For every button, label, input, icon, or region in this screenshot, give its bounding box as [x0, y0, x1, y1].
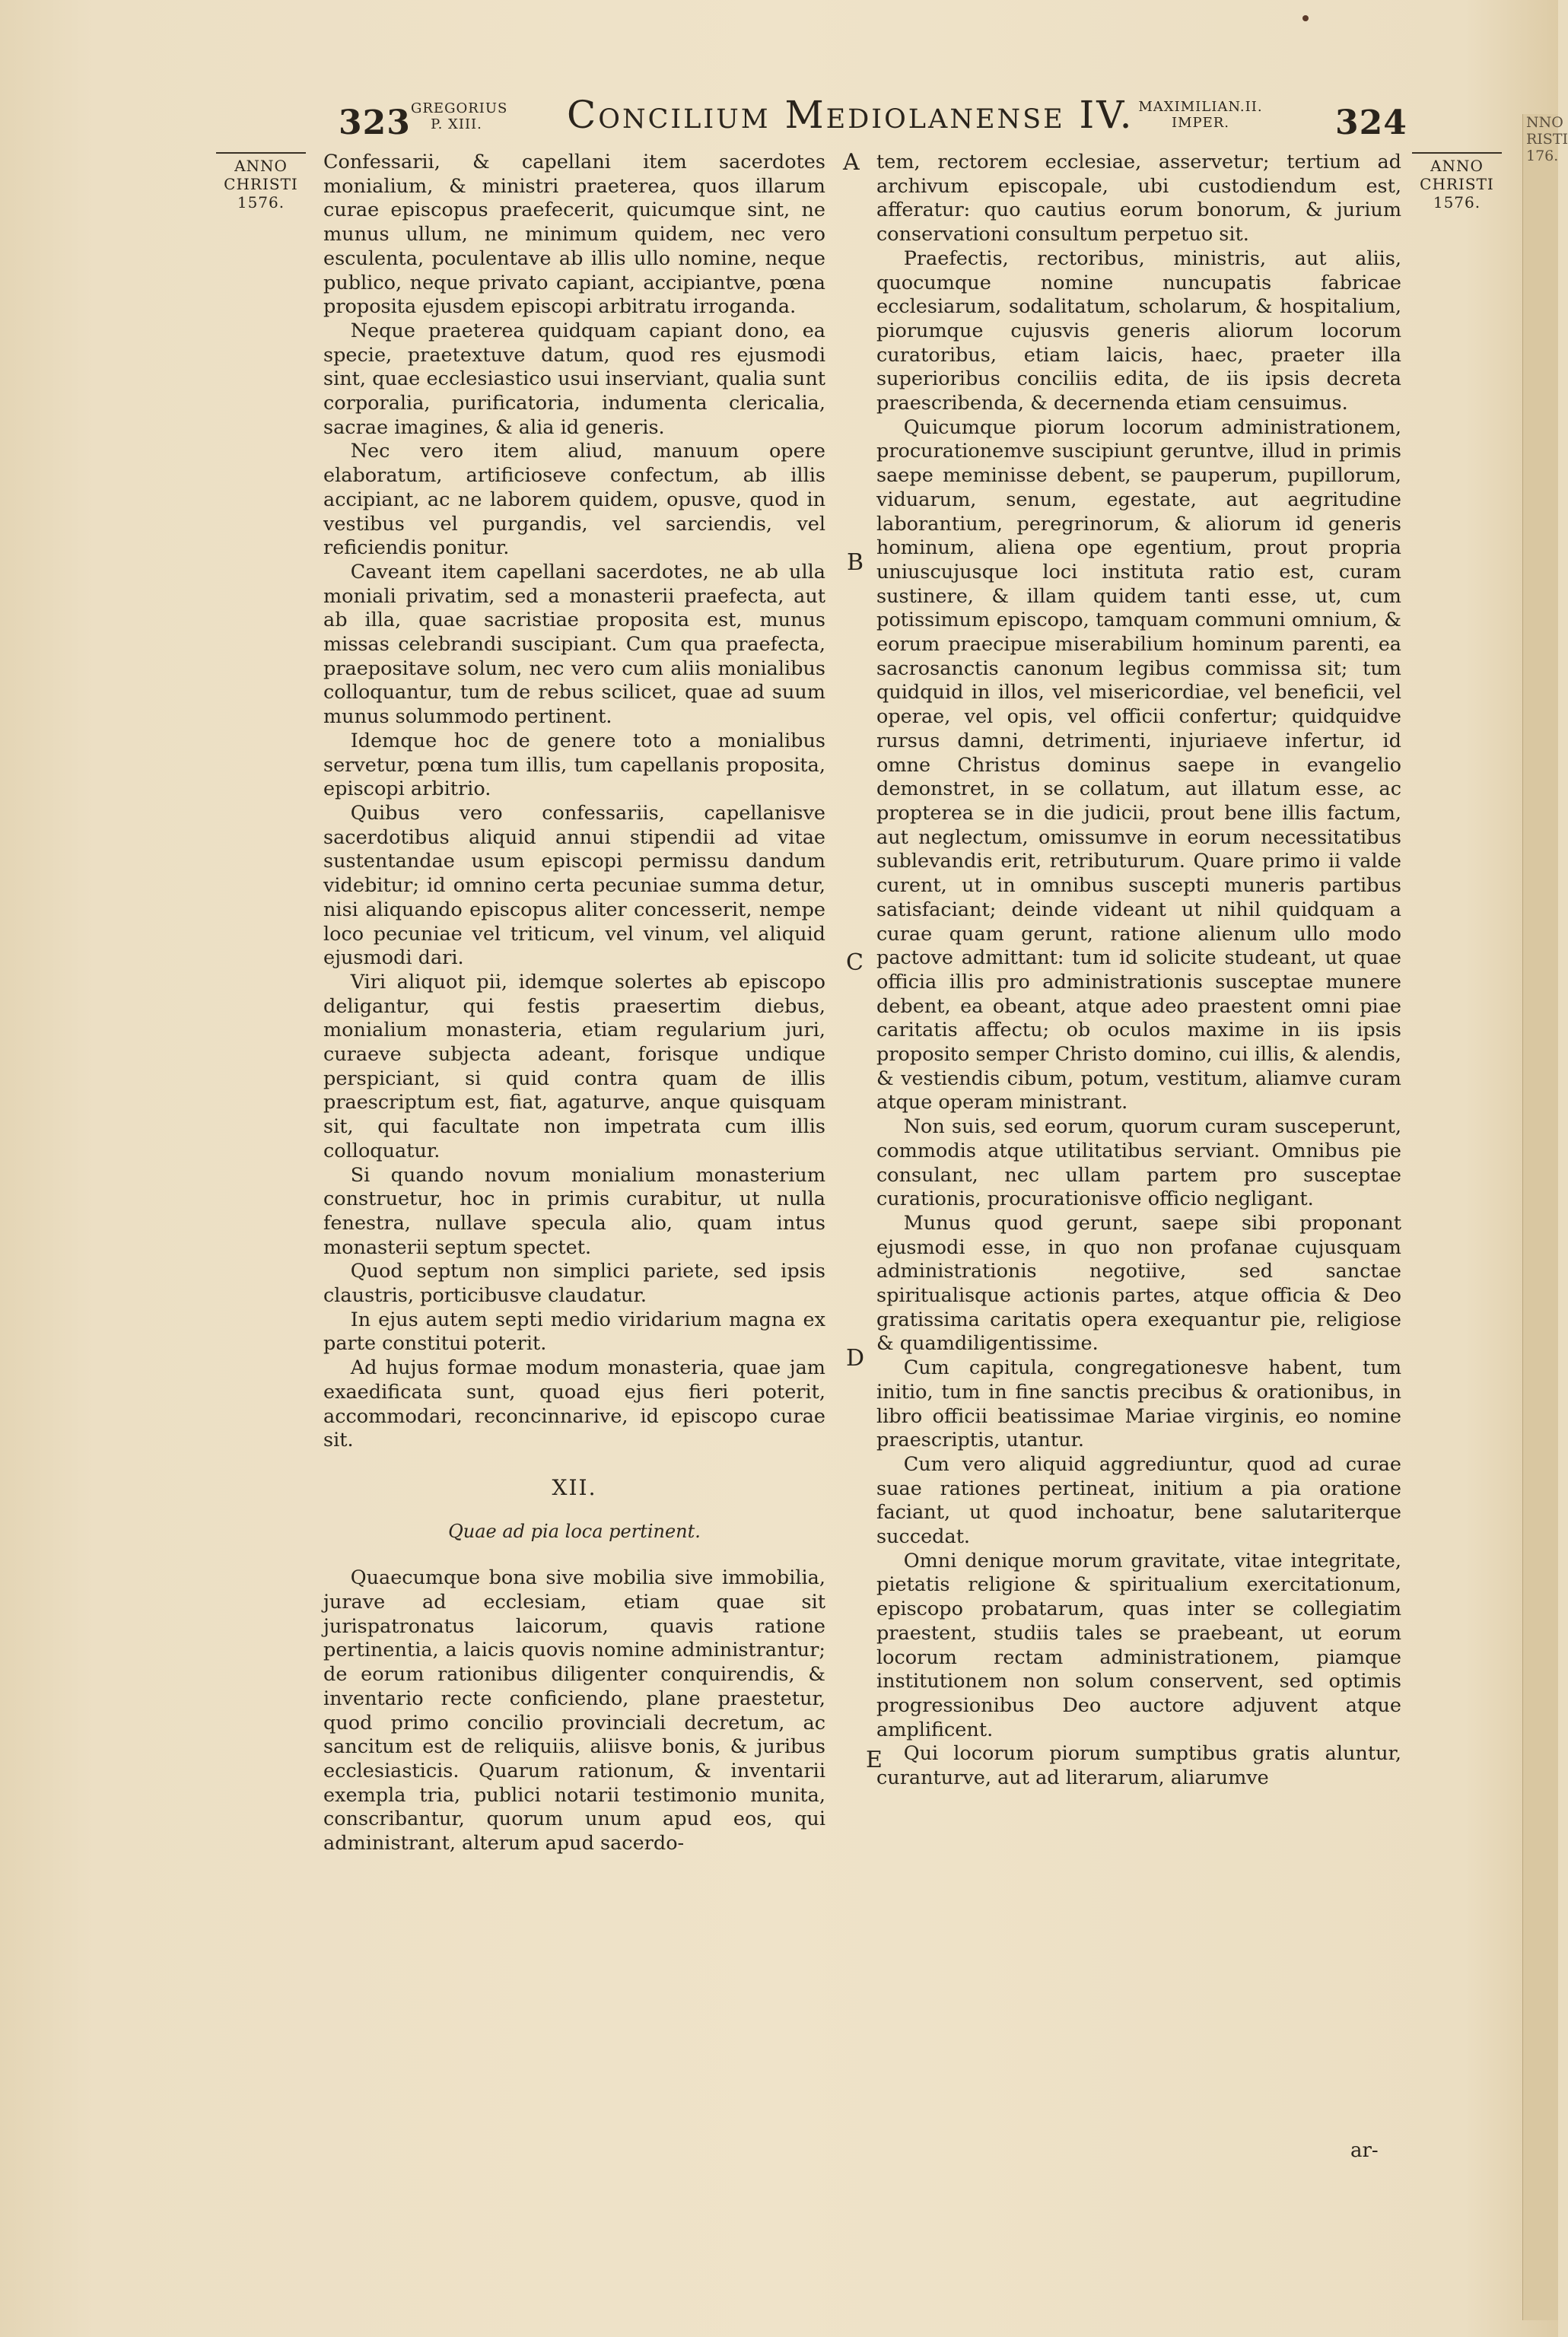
section-marker-b: B: [847, 549, 864, 576]
running-head-left-line: GREGORIUS: [411, 100, 508, 116]
paragraph: Viri aliquot pii, idemque solertes ab episcopo deligantur, qui festis praesertim diebus, monialium monasteria, etiam regularium juri, curaeve subjecta adeant, forisque undique perspiciant, si quid contra quam de illis praescriptum est, fiat, agaturve, anque quisquam sit, qui facultate non impetrata cum illis colloquatur.: [323, 970, 825, 1162]
paragraph: In ejus autem septi medio viridarium magna ex parte constitui poterit.: [323, 1308, 825, 1356]
facing-page-text: 176.: [1526, 148, 1559, 164]
left-column: [323, 151, 825, 1856]
paragraph: Omni denique morum gravitate, vitae integritate, pietatis religione & spiritualium exercitationum, episcopo probatarum, quas inter se collegiatim praestent, studiis tales se praebeant, ut eorum locorum rectam administrationem, piamque institutionem non solum conservent, sed optimis progressionibus Deo auctore adjuvent atque amplificent.: [876, 1549, 1401, 1741]
paragraph: Caveant item capellani sacerdotes, ne ab ulla moniali privatim, sed a monasterii praefecta, aut ab illa, quae sacristiae proposita est, munus missas celebrandi suscipiant. Cum qua praefecta, praepositave solum, nec vero cum aliis monialibus colloquantur, tum de rebus scilicet, quae ad suum munus solummodo pertinent.: [323, 560, 825, 729]
running-head-left-line: P. XIII.: [431, 116, 482, 132]
paragraph: Neque praeterea quidquam capiant dono, ea specie, praetextuve datum, quod res ejusmodi sint, quae ecclesiastico usui inserviant, qualia sunt corporalia, purificatoria, indumenta clericalia, sacrae imagines, & alia id generis.: [323, 319, 825, 439]
section-marker-d: D: [846, 1345, 865, 1372]
paragraph: Munus quod gerunt, saepe sibi proponant ejusmodi esse, in quo non profanae cujusquam administrationis negotiive, sed sanctae spiritualisque actionis partes, atque officia & Deo gratissima caritatis opera exequantur pie, religiose & quamdiligentissime.: [876, 1211, 1401, 1356]
paragraph: Nec vero item aliud, manuum opere elaboratum, artificioseve confectum, ab illis accipiant, ac ne laborem quidem, opusve, quod in vestibus vel purgandis, vel sarciendis, vel reficiendis ponitur.: [323, 440, 825, 560]
paragraph: Idemque hoc de genere toto a monialibus servetur, pœna tum illis, tum capellanis proposita, episcopi arbitrio.: [323, 729, 825, 801]
running-head-left-note: [411, 100, 508, 132]
page-number-right: 324: [1335, 103, 1407, 142]
margin-note-line: ANNO: [234, 157, 288, 175]
margin-note-right: [1407, 152, 1506, 211]
margin-note-line: CHRISTI: [1420, 175, 1494, 193]
paragraph: Quibus vero confessariis, capellanisve sacerdotibus aliquid annui stipendii ad vitae sustentandae usum episcopi permissu dandum videbitur; id omnino certa pecuniae summa detur, nisi aliquando episcopus aliter concesserit, nempe loco pecuniae vel triticum, vel vinum, vel aliquid ejusmodi dari.: [323, 801, 825, 970]
paragraph: Cum capitula, congregationesve habent, tum initio, tum in fine sanctis precibus & orationibus, in libro officii beatissimae Mariae virginis, eo nomine praescriptis, utantur.: [876, 1356, 1401, 1452]
running-head-right-note: [1132, 99, 1269, 131]
right-column: [876, 151, 1401, 1791]
margin-note-line: 1576.: [1433, 193, 1481, 211]
running-title: Concilium Mediolanense IV.: [567, 93, 1134, 137]
margin-note-left: [212, 152, 310, 211]
margin-note-line: CHRISTI: [224, 175, 298, 193]
margin-note-line: ANNO: [1430, 157, 1484, 175]
page-number-left: 323: [339, 103, 411, 142]
margin-rule: [216, 152, 306, 154]
ink-spot: [1302, 15, 1309, 21]
catchword: ar-: [1350, 2139, 1379, 2162]
facing-page-text: NNO: [1526, 114, 1563, 131]
paragraph: Non suis, sed eorum, quorum curam susceperunt, commodis atque utilitatibus serviant. Omnibus pie consulant, nec ullam partem pro susceptae curationis, procurationisve officio negligant.: [876, 1115, 1401, 1211]
paragraph: Praefectis, rectoribus, ministris, aut aliis, quocumque nomine nuncupatis fabricae ecclesiarum, sodalitatum, scholarum, & hospitalium, piorumque cujusvis generis aliorum locorum curatoribus, etiam laicis, haec, praeter illa superioribus conciliis edita, de iis ipsis decreta praescribenda, & decernenda etiam censuimus.: [876, 246, 1401, 415]
paragraph: Quod septum non simplici pariete, sed ipsis claustris, porticibusve claudatur.: [323, 1260, 825, 1308]
facing-page-edge: [1522, 114, 1568, 2320]
paragraph: Ad hujus formae modum monasteria, quae jam exaedificata sunt, quoad ejus fieri poterit, accommodari, reconcinnarive, id episcopo curae sit.: [323, 1356, 825, 1452]
paragraph: Cum vero aliquid aggrediuntur, quod ad curae suae rationes pertineat, initium a pia oratione faciant, ut quod inchoatur, bene salutariterque succedat.: [876, 1452, 1401, 1549]
paragraph: Confessarii, & capellani item sacerdotes monialium, & ministri praeterea, quos illarum curae episcopus praefecerit, quicumque sint, ne munus ullum, ne minimum quidem, nec vero esculenta, poculentave ab illis ullo nomine, neque publico, neque privato capiant, accipiantve, pœna proposita ejusdem episcopi arbitratu irroganda.: [323, 151, 825, 319]
running-head-right-line: IMPER.: [1171, 115, 1230, 131]
paragraph: Quicumque piorum locorum administrationem, procurationemve suscipiunt geruntve, illud in primis saepe meminisse debent, se pauperum, pupillorum, viduarum, senum, egestate, aut aegritudine laborantium, peregrinorum, & aliorum id generis hominum, aliena ope egentium, prout propria uniuscujusque loci instituta ratio est, curam sustinere, & illam quidem tanti esse, ut, cum potissimum episcopo, tamquam communi omnium, & eorum praecipue miserabilium hominum parenti, ea sacrosanctis canonum legibus commissa sit; tum quidquid in illos, vel misericordiae, vel beneficii, vel operae, vel opis, vel officii confertur; quidquidve rursus damni, detrimenti, injuriaeve infertur, id omne Christus dominus saepe in evangelio demonstret, in se collatum, aut illatum esse, ac propterea se in die judicii, prout bene illis factum, aut neglectum, omissumve in eorum necessitatibus sublevandis erit, retributurum. Quare primo ii valde curent, ut in omnibus suscepti muneris partibus satisfaciant; deinde videant ut nihil quidquam a curae quam gerunt, ratione alienum ullo modo pactove admittant: tum id solicite studeant, ut quae officia illis pro administrationis susceptae munere debent, ea obeant, atque adeo praestent omni piae caritatis affectu; ob oculos maxime in iis ipsis proposito semper Christo domino, cui illis, & alendis, & vestiendis cibum, potum, vestitum, aliamve curam atque operam ministrant.: [876, 415, 1401, 1114]
section-marker-c: C: [846, 949, 864, 976]
section-marker-e: E: [866, 1747, 883, 1773]
section-title: Quae ad pia loca pertinent.: [448, 1520, 701, 1542]
paragraph: tem, rectorem ecclesiae, asservetur; tertium ad archivum episcopale, ubi custodiendum est, afferatur: quo cautius eorum bonorum, & jurium conservationi consultum perpetuo sit.: [876, 151, 1401, 246]
paragraph: Si quando novum monialium monasterium construetur, hoc in primis curabitur, ut nulla fenestra, nullave specula alio, quam intus monasterii septum spectet.: [323, 1163, 825, 1259]
paragraph: Qui locorum piorum sumptibus gratis aluntur, curanturve, aut ad literarum, aliarumve: [876, 1742, 1401, 1790]
running-head-right-line: MAXIMILIAN.II.: [1138, 99, 1263, 115]
facing-page-text: RISTI: [1526, 131, 1568, 148]
section-marker-a: A: [843, 149, 860, 176]
margin-rule: [1412, 152, 1502, 154]
margin-note-line: 1576.: [237, 193, 285, 211]
paragraph: Quaecumque bona sive mobilia sive immobilia, jurave ad ecclesiam, etiam quae sit jurispatronatus laicorum, quavis ratione pertinentia, a laicis quovis nomine administrantur; de eorum rationibus diligenter conquirendis, & inventario recte conficiendo, plane praestetur, quod primo concilio provinciali decretum, ac sancitum est de reliquiis, aliisve bonis, & juribus ecclesiasticis. Quarum rationum, & inventarii exempla tria, publici notarii testimonio munita, conscribantur, quorum unum apud eos, qui administrant, alterum apud sacerdo-: [323, 1566, 825, 1855]
section-number: XII.: [552, 1474, 597, 1500]
